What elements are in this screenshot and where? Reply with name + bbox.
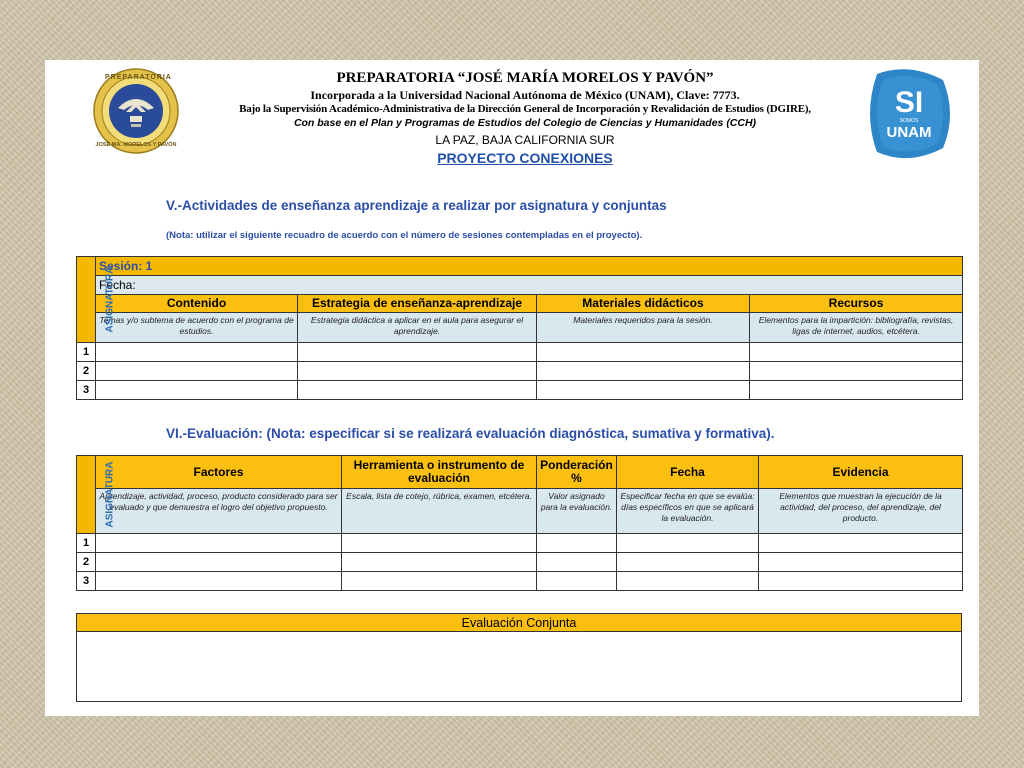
incorporation-line: Incorporada a la Universidad Nacional Autónoma de México (UNAM), Clave: 7773. <box>310 88 740 102</box>
col-ponderacion: Ponderación % <box>537 456 617 489</box>
table-cell[interactable] <box>298 343 537 362</box>
table-cell[interactable] <box>96 381 298 400</box>
asignatura-side-label-2: ASIGNATURA <box>77 456 96 534</box>
evaluation-table <box>76 455 963 591</box>
seal-text-bottom: JOSÉ MA. MORELOS Y PAVÓN <box>95 142 177 148</box>
supervision-line: Bajo la Supervisión Académico-Administrativa de la Dirección General de Incorporación y Revalidación de Estudios (DGIRE), <box>239 103 811 115</box>
row-number: 2 <box>77 362 96 381</box>
joint-evaluation-title: Evaluación Conjunta <box>77 614 962 632</box>
date-field[interactable]: Fecha: <box>96 276 963 295</box>
row-number: 2 <box>77 553 96 572</box>
section-5-note: (Nota: utilizar el siguiente recuadro de acuerdo con el número de sesiones contempladas en el proyecto). <box>166 230 643 241</box>
row-number: 1 <box>77 534 96 553</box>
desc-estrategia: Estrategia didáctica a aplicar en el aula para asegurar el aprendizaje. <box>298 313 537 343</box>
col-contenido: Contenido <box>96 295 298 313</box>
table-cell[interactable] <box>342 572 537 591</box>
table-row <box>77 343 963 362</box>
table-row <box>77 534 963 553</box>
col-estrategia: Estrategia de enseñanza-aprendizaje <box>298 295 537 313</box>
desc-materiales: Materiales requeridos para la sesión. <box>537 313 750 343</box>
asignatura-side-label: ASIGNATURA <box>77 257 96 343</box>
col-fecha: Fecha <box>617 456 759 489</box>
col-recursos: Recursos <box>750 295 963 313</box>
table-cell[interactable] <box>298 362 537 381</box>
table-cell[interactable] <box>96 534 342 553</box>
si-somos-unam-logo <box>863 66 955 162</box>
logo-somos: SOMOS <box>899 118 919 124</box>
desc-recursos: Elementos para la impartición: bibliografía, revistas, ligas de internet, audios, etcétera. <box>750 313 963 343</box>
table-cell[interactable] <box>759 572 963 591</box>
table-cell[interactable] <box>537 534 617 553</box>
table-cell[interactable] <box>298 381 537 400</box>
table-row <box>77 572 963 591</box>
seal-text-top: PREPARATORIA <box>105 74 172 81</box>
row-number: 3 <box>77 572 96 591</box>
session-label: Sesión: 1 <box>96 257 963 276</box>
desc-herramienta: Escala, lista de cotejo, rúbrica, examen, etcétera. <box>342 489 537 534</box>
col-evidencia: Evidencia <box>759 456 963 489</box>
table-cell[interactable] <box>537 572 617 591</box>
table-cell[interactable] <box>759 534 963 553</box>
desc-evidencia: Elementos que muestran la ejecución de la actividad, del proceso, del aprendizaje, del producto. <box>759 489 963 534</box>
table-cell[interactable] <box>750 381 963 400</box>
logo-si: SI <box>894 86 924 119</box>
table-cell[interactable] <box>617 534 759 553</box>
table-cell[interactable] <box>96 553 342 572</box>
activities-table <box>76 256 963 400</box>
col-factores: Factores <box>96 456 342 489</box>
table-cell[interactable] <box>96 343 298 362</box>
table-cell[interactable] <box>342 534 537 553</box>
row-number: 1 <box>77 343 96 362</box>
desc-ponderacion: Valor asignado para la evaluación. <box>537 489 617 534</box>
location-line: LA PAZ, BAJA CALIFORNIA SUR <box>435 133 615 147</box>
logo-unam: UNAM <box>886 124 932 141</box>
section-6-title: VI.-Evaluación: (Nota: especificar si se realizará evaluación diagnóstica, sumativa y formativa). <box>166 426 775 441</box>
table-row <box>77 381 963 400</box>
table-cell[interactable] <box>537 362 750 381</box>
joint-evaluation-table <box>76 613 962 702</box>
project-title: PROYECTO CONEXIONES <box>437 150 613 166</box>
table-cell[interactable] <box>617 572 759 591</box>
table-cell[interactable] <box>537 343 750 362</box>
document-page <box>45 60 979 716</box>
row-number: 3 <box>77 381 96 400</box>
school-name: PREPARATORIA “JOSÉ MARÍA MORELOS Y PAVÓN” <box>336 70 714 86</box>
table-cell[interactable] <box>537 381 750 400</box>
table-row <box>77 362 963 381</box>
col-materiales: Materiales didácticos <box>537 295 750 313</box>
section-5-title: V.-Actividades de enseñanza aprendizaje a realizar por asignatura y conjuntas <box>166 198 667 213</box>
table-cell[interactable] <box>617 553 759 572</box>
desc-contenido: Temas y/o subtema de acuerdo con el programa de estudios. <box>96 313 298 343</box>
table-cell[interactable] <box>759 553 963 572</box>
table-cell[interactable] <box>750 362 963 381</box>
col-herramienta: Herramienta o instrumento de evaluación <box>342 456 537 489</box>
table-cell[interactable] <box>750 343 963 362</box>
table-cell[interactable] <box>537 553 617 572</box>
table-row <box>77 553 963 572</box>
desc-factores: Aprendizaje, actividad, proceso, producto considerado para ser evaluado y que demuestra el logro del objetivo propuesto. <box>96 489 342 534</box>
desc-fecha: Especificar fecha en que se evalúa: días específicos en que se aplicará la evaluación. <box>617 489 759 534</box>
table-cell[interactable] <box>342 553 537 572</box>
table-cell[interactable] <box>96 572 342 591</box>
table-cell[interactable] <box>96 362 298 381</box>
joint-evaluation-field[interactable] <box>77 632 962 702</box>
plan-basis-line: Con base en el Plan y Programas de Estudios del Colegio de Ciencias y Humanidades (CCH) <box>293 117 757 129</box>
